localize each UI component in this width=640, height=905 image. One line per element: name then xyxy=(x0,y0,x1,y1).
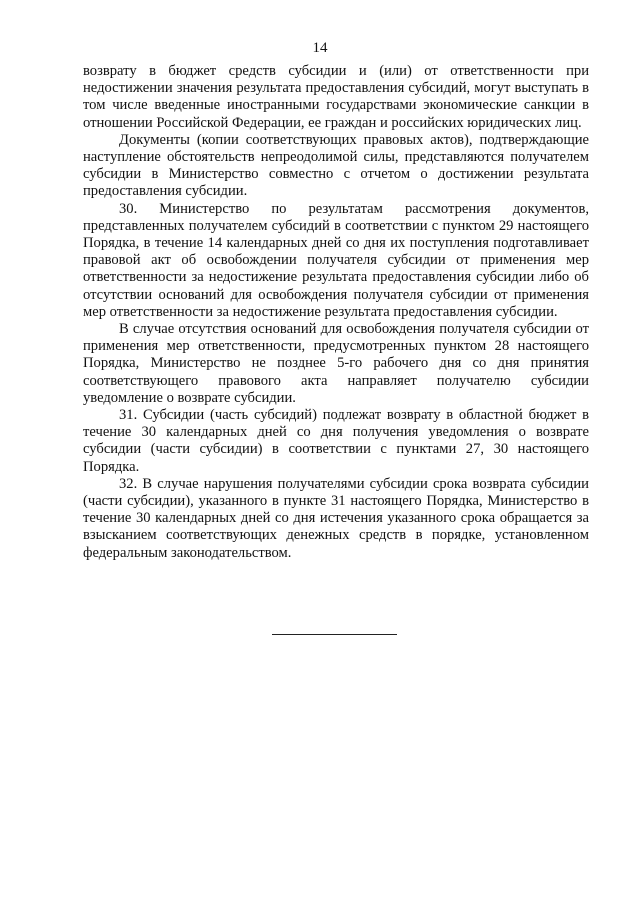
paragraph-clause-30: 30. Министерство по результатам рассмотрения документов, представленных получателем субсидий в соответствии с пунктом 29 настоящего Порядка, в течение 14 календарных дней со дня их поступления подготавливает правовой акт об освобождении получателя субсидии от применения мер ответственности за недостижение результата предоставления субсидии либо об отсутствии оснований для освобождения получателя субсидии от применения мер ответственности за недостижение результата предоставления субсидии. xyxy=(83,200,589,320)
paragraph-documents: Документы (копии соответствующих правовых актов), подтверждающие наступление обстоятельств непреодолимой силы, представляются получателем субсидии в Министерство совместно с отчетом о достижении результата предоставления субсидии. xyxy=(83,131,589,200)
paragraph-clause-31: 31. Субсидии (часть субсидий) подлежат возврату в областной бюджет в течение 30 календарных дней со дня получения уведомления о возврате субсидии (части субсидии) в соответствии с пунктами 27, 30 настоящего Порядка. xyxy=(83,407,589,475)
end-separator-line xyxy=(272,634,397,635)
paragraph-absence-of-grounds: В случае отсутствия оснований для освобождения получателя субсидии от применения мер ответственности, предусмотренных пунктом 28 настоящего Порядка, Министерство не позднее 5-го рабочего дня со дня принятия соответствующего правового акта направляет получателю субсидии уведомление о возврате субсидии. xyxy=(83,321,589,406)
paragraph-continuation: возврату в бюджет средств субсидии и (или) от ответственности при недостижении значения результата предоставления субсидий, могут выступать в том числе введенные иностранными государствами экономические санкции в отношении Российской Федерации, ее граждан и российских юридических лиц. xyxy=(83,63,589,131)
document-body xyxy=(83,63,589,562)
paragraph-clause-32: 32. В случае нарушения получателями субсидии срока возврата субсидии (части субсидии), указанного в пункте 31 настоящего Порядка, Министерство в течение 30 календарных дней со дня истечения указанного срока обращается за взысканием соответствующих денежных средств в порядке, установленном федеральным законодательством. xyxy=(83,475,589,561)
page-number: 14 xyxy=(312,40,328,56)
